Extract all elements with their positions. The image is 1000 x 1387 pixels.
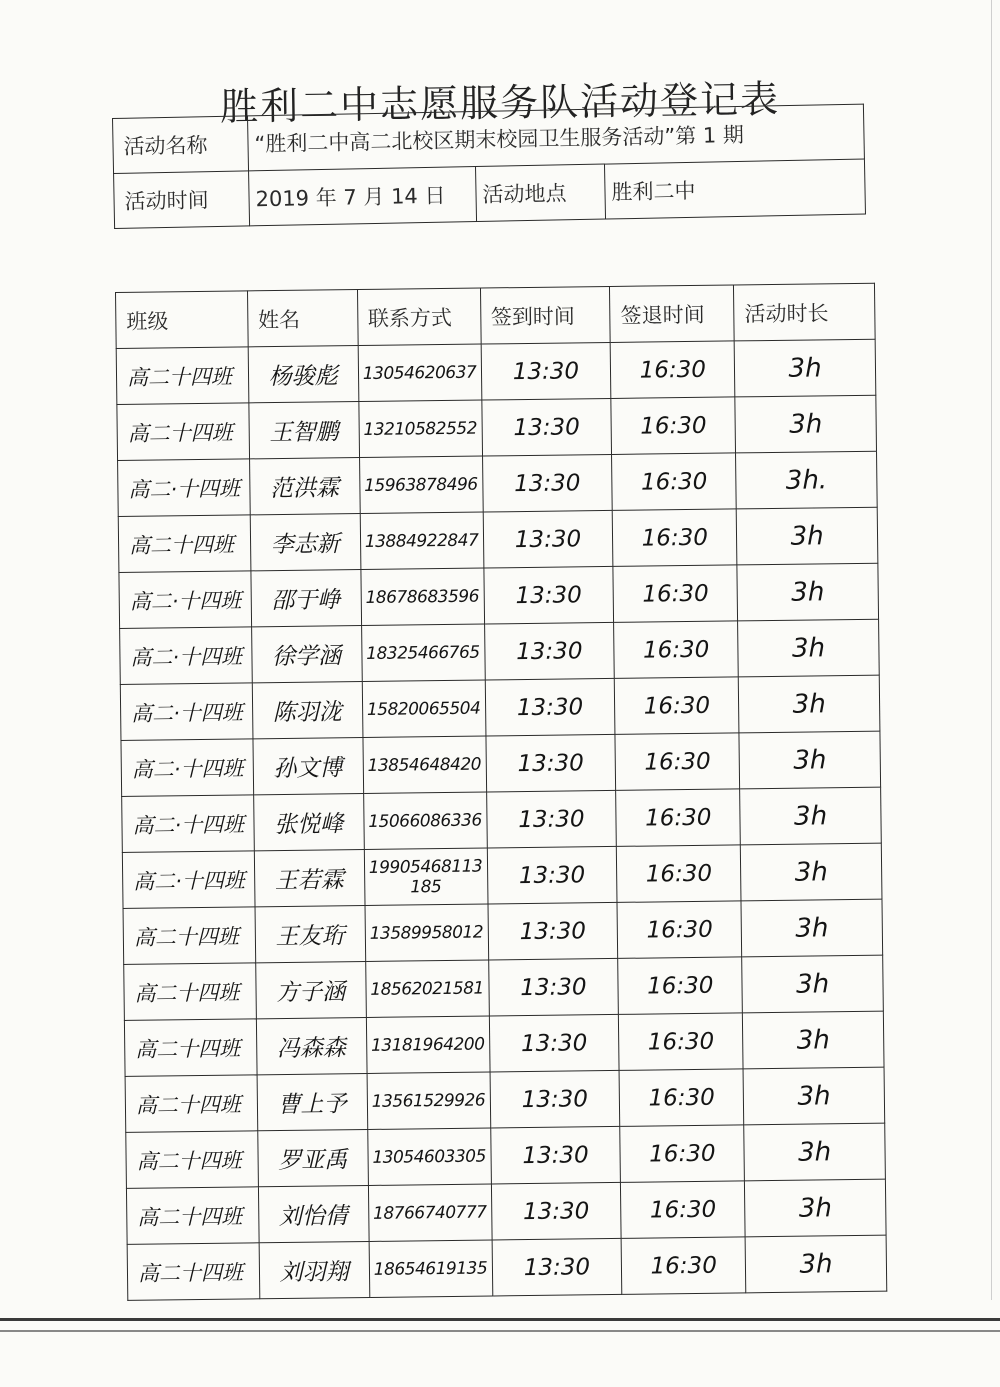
- row-class-cell: 高二·十四班: [122, 795, 254, 853]
- row-phone-cell: 19905468113 185: [364, 848, 488, 905]
- row-duration-cell: 3h: [737, 563, 878, 621]
- row-checkout-cell: 16:30: [619, 1013, 744, 1071]
- row-name-cell: 王友珩: [255, 905, 365, 962]
- table-row: [121, 731, 881, 796]
- row-phone-cell: 13181964200: [366, 1016, 490, 1073]
- table-row: [122, 843, 882, 908]
- row-duration-cell: 3h: [741, 843, 882, 901]
- activity-place-value: 胜利二中: [604, 159, 865, 219]
- table-row: [124, 1011, 884, 1076]
- row-name-cell: 邵于峥: [251, 570, 361, 627]
- row-checkout-cell: 16:30: [618, 957, 743, 1015]
- table-row: [117, 395, 877, 460]
- page-edge-line: [991, 0, 992, 1300]
- row-duration-cell: 3h: [742, 955, 883, 1013]
- row-phone-cell: 13561529926: [367, 1072, 491, 1129]
- row-checkin-cell: 13:30: [492, 1238, 623, 1296]
- row-phone-cell: 18325466765: [361, 624, 485, 681]
- row-checkout-cell: 16:30: [621, 1181, 746, 1239]
- row-phone-cell: 18766740777: [368, 1184, 492, 1241]
- row-duration-cell: 3h: [745, 1235, 886, 1293]
- row-checkout-cell: 16:30: [615, 677, 740, 735]
- row-checkin-cell: 13:30: [491, 1182, 622, 1240]
- bottom-rule: [0, 1318, 1000, 1321]
- table-row: [125, 1067, 885, 1132]
- row-name-cell: 刘羽翔: [259, 1241, 369, 1298]
- table-row: [118, 451, 878, 516]
- table-row: [127, 1235, 887, 1300]
- row-checkin-cell: 13:30: [485, 734, 616, 792]
- row-checkout-cell: 16:30: [619, 1069, 744, 1127]
- row-duration-cell: 3h: [745, 1179, 886, 1237]
- row-checkout-cell: 16:30: [620, 1125, 745, 1183]
- row-class-cell: 高二十四班: [116, 347, 248, 405]
- activity-time-label: 活动时间: [114, 171, 250, 229]
- row-checkout-cell: 16:30: [617, 901, 742, 959]
- volunteer-roster-table: [115, 283, 887, 1301]
- row-checkin-cell: 13:30: [486, 790, 617, 848]
- header-class: 班级: [116, 291, 248, 349]
- table-row: [120, 675, 880, 740]
- row-name-cell: 方子涵: [255, 961, 365, 1018]
- row-checkout-cell: 16:30: [611, 397, 736, 455]
- row-duration-cell: 3h: [740, 787, 881, 845]
- row-phone-cell: 18562021581: [365, 960, 489, 1017]
- row-checkin-cell: 13:30: [489, 1014, 620, 1072]
- row-checkin-cell: 13:30: [488, 958, 619, 1016]
- row-class-cell: 高二·十四班: [120, 627, 252, 685]
- activity-time-value: 2019 年 7 月 14 日: [249, 167, 477, 226]
- row-name-cell: 刘怡倩: [258, 1185, 368, 1242]
- table-row: [126, 1123, 886, 1188]
- header-checkin: 签到时间: [480, 286, 611, 344]
- row-checkout-cell: 16:30: [611, 341, 736, 399]
- row-name-cell: 曹上予: [257, 1073, 367, 1130]
- table-row: [116, 339, 876, 404]
- row-class-cell: 高二十四班: [117, 403, 249, 461]
- row-checkin-cell: 13:30: [481, 342, 612, 400]
- row-class-cell: 高二·十四班: [119, 571, 251, 629]
- row-phone-cell: 13854648420: [362, 736, 486, 793]
- row-phone-cell: 13054603305: [367, 1128, 491, 1185]
- row-phone-cell: 18678683596: [360, 568, 484, 625]
- roster-header-row: [116, 283, 876, 348]
- row-class-cell: 高二·十四班: [120, 683, 252, 741]
- row-checkin-cell: 13:30: [490, 1070, 621, 1128]
- row-checkout-cell: 16:30: [612, 453, 737, 511]
- row-checkin-cell: 13:30: [487, 846, 618, 904]
- row-name-cell: 张悦峰: [253, 794, 363, 851]
- row-checkout-cell: 16:30: [614, 621, 739, 679]
- header-name: 姓名: [247, 290, 357, 347]
- row-name-cell: 冯森森: [256, 1017, 366, 1074]
- table-row: [118, 507, 878, 572]
- row-phone-cell: 15066086336: [363, 792, 487, 849]
- activity-name-value: “胜利二中高二北校区期末校园卫生服务活动”第 1 期: [247, 104, 864, 171]
- header-checkout: 签退时间: [610, 285, 735, 343]
- page-title: 胜利二中志愿服务队活动登记表: [219, 77, 781, 129]
- row-name-cell: 杨骏彪: [248, 346, 358, 403]
- row-name-cell: 陈羽泷: [252, 682, 362, 739]
- row-name-cell: 罗亚禹: [257, 1129, 367, 1186]
- row-class-cell: 高二十四班: [126, 1187, 258, 1245]
- row-class-cell: 高二·十四班: [121, 739, 253, 797]
- row-name-cell: 范洪霖: [249, 458, 359, 515]
- activity-info-table: [112, 104, 866, 229]
- table-row: [123, 899, 883, 964]
- row-checkin-cell: 13:30: [484, 622, 615, 680]
- row-checkout-cell: 16:30: [617, 845, 742, 903]
- row-name-cell: 李志新: [250, 514, 360, 571]
- table-row: [122, 787, 882, 852]
- row-name-cell: 王若霖: [254, 850, 364, 907]
- row-duration-cell: 3h: [741, 899, 882, 957]
- row-name-cell: 徐学涵: [251, 626, 361, 683]
- bottom-rule-secondary: [0, 1330, 1000, 1332]
- row-phone-cell: 18654619135: [369, 1240, 493, 1297]
- header-duration: 活动时长: [734, 283, 875, 341]
- row-phone-cell: 15820065504: [362, 680, 486, 737]
- row-duration-cell: 3h: [735, 395, 876, 453]
- row-checkout-cell: 16:30: [621, 1237, 746, 1295]
- roster-body: [116, 339, 887, 1300]
- row-phone-cell: 13054620637: [358, 344, 482, 401]
- row-class-cell: 高二十四班: [123, 907, 255, 965]
- row-class-cell: 高二十四班: [125, 1075, 257, 1133]
- row-checkin-cell: 13:30: [481, 398, 612, 456]
- table-row: [119, 563, 879, 628]
- row-duration-cell: 3h: [736, 507, 877, 565]
- table-row: [126, 1179, 886, 1244]
- row-class-cell: 高二十四班: [118, 515, 250, 573]
- row-phone-cell: 13884922847: [360, 512, 484, 569]
- row-duration-cell: 3h: [738, 619, 879, 677]
- row-duration-cell: 3h: [739, 731, 880, 789]
- row-duration-cell: 3h.: [736, 451, 877, 509]
- table-row: [124, 955, 884, 1020]
- activity-place-label: 活动地点: [475, 164, 605, 221]
- row-checkout-cell: 16:30: [613, 565, 738, 623]
- row-duration-cell: 3h: [738, 675, 879, 733]
- row-name-cell: 王智鹏: [249, 402, 359, 459]
- row-phone-cell: 13589958012: [365, 904, 489, 961]
- row-class-cell: 高二十四班: [126, 1131, 258, 1189]
- row-checkin-cell: 13:30: [488, 902, 619, 960]
- row-checkout-cell: 16:30: [615, 733, 740, 791]
- row-class-cell: 高二·十四班: [122, 851, 254, 909]
- row-duration-cell: 3h: [744, 1123, 885, 1181]
- row-class-cell: 高二十四班: [124, 1019, 256, 1077]
- row-class-cell: 高二·十四班: [118, 459, 250, 517]
- row-checkout-cell: 16:30: [613, 509, 738, 567]
- activity-name-label: 活动名称: [113, 116, 249, 174]
- row-duration-cell: 3h: [743, 1011, 884, 1069]
- row-checkin-cell: 13:30: [485, 678, 616, 736]
- row-phone-cell: 15963878496: [359, 456, 483, 513]
- row-checkin-cell: 13:30: [490, 1126, 621, 1184]
- row-checkout-cell: 16:30: [616, 789, 741, 847]
- row-checkin-cell: 13:30: [483, 510, 614, 568]
- table-row: [120, 619, 880, 684]
- header-contact: 联系方式: [357, 288, 481, 345]
- row-checkin-cell: 13:30: [482, 454, 613, 512]
- row-duration-cell: 3h: [734, 339, 875, 397]
- row-duration-cell: 3h: [743, 1067, 884, 1125]
- row-name-cell: 孙文博: [253, 738, 363, 795]
- row-class-cell: 高二十四班: [127, 1243, 259, 1301]
- row-class-cell: 高二十四班: [124, 963, 256, 1021]
- row-phone-cell: 13210582552: [358, 400, 482, 457]
- row-checkin-cell: 13:30: [483, 566, 614, 624]
